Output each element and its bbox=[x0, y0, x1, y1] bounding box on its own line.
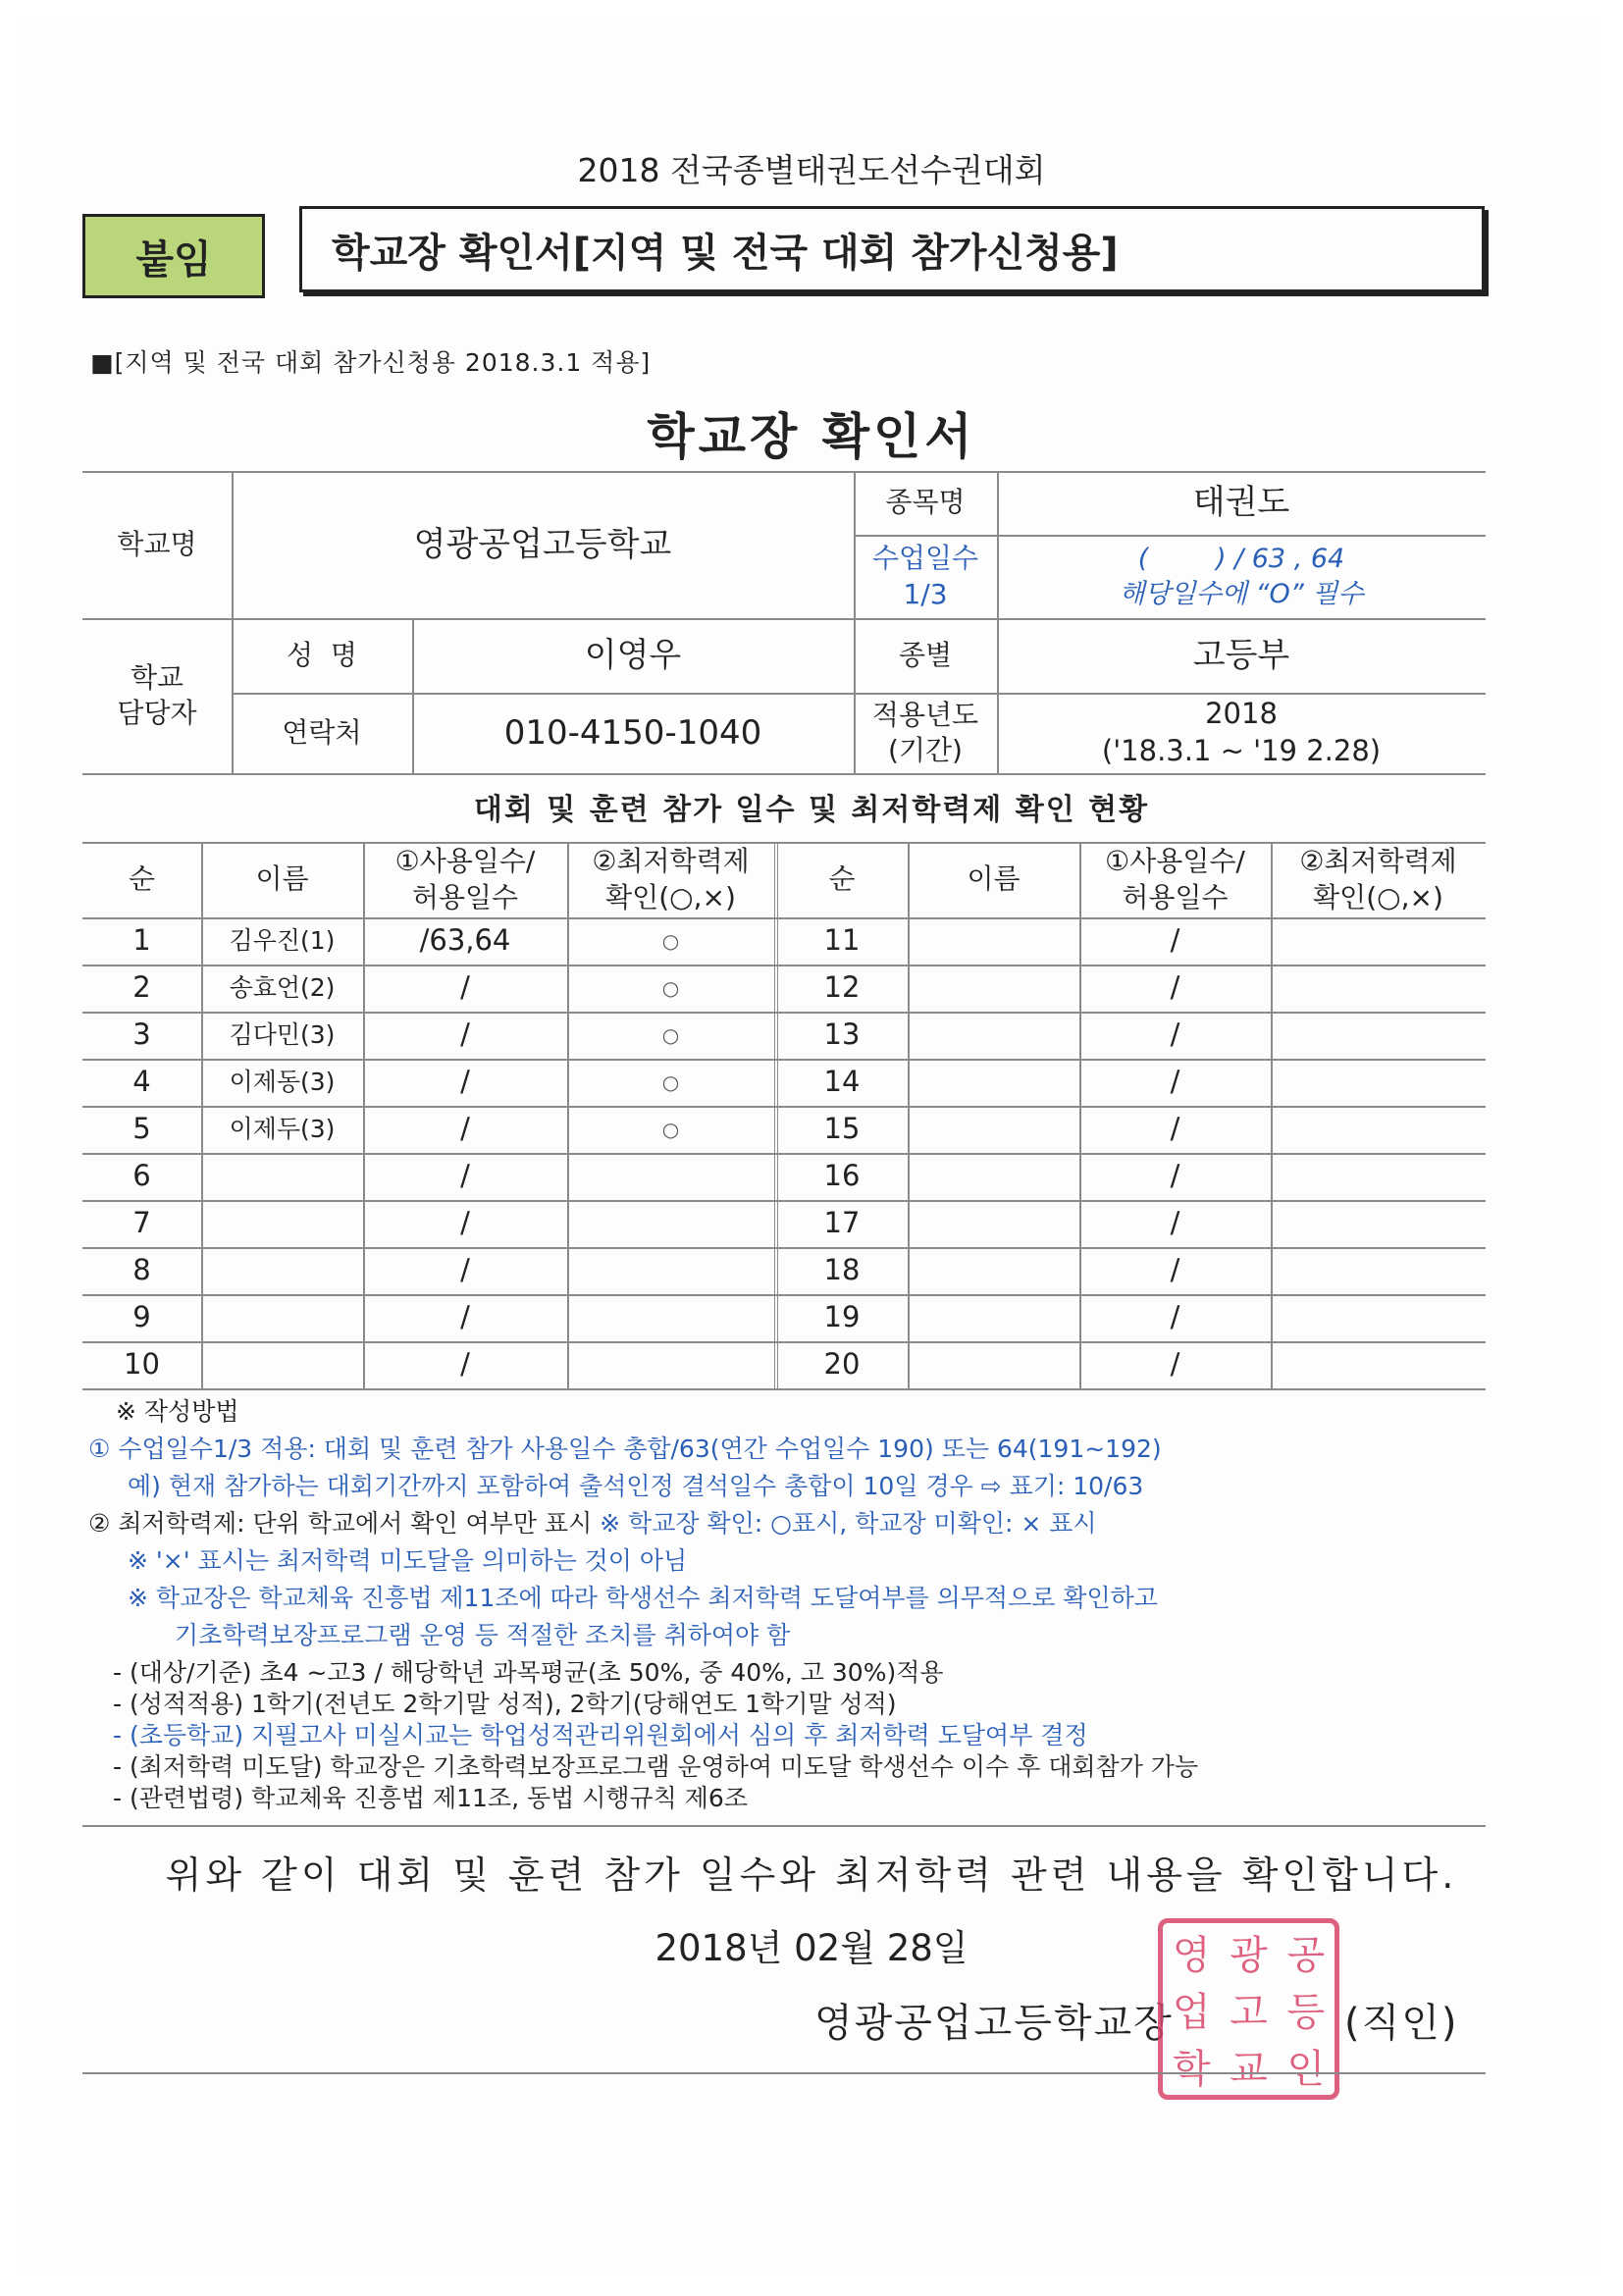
row-days: / bbox=[1170, 970, 1180, 1005]
row-check bbox=[567, 1247, 774, 1294]
row-days: / bbox=[1170, 923, 1180, 958]
sport-label: 종목명 bbox=[885, 486, 966, 519]
official-seal-stamp: 영 광 공 업 고 등 학 교 인 bbox=[1158, 1918, 1339, 2100]
method-bullet2: - (성적적용) 1학기(전년도 2학기말 성적), 2학기(당해연도 1학기말 성적) bbox=[113, 1690, 897, 1718]
seal-label: (직인) bbox=[1344, 2001, 1459, 2046]
row-check bbox=[1271, 917, 1486, 965]
row-name: 이제동(3) bbox=[229, 1067, 336, 1096]
manager-name-label: 성 명 bbox=[287, 638, 357, 671]
attachment-tag: 붙임 bbox=[82, 214, 265, 298]
row-days: / bbox=[460, 1112, 470, 1146]
row-name bbox=[908, 1059, 1079, 1106]
row-check: ○ bbox=[661, 1070, 680, 1094]
row-no: 11 bbox=[823, 923, 861, 958]
manager-label-line2: 담당자 bbox=[117, 697, 197, 729]
row-name bbox=[908, 1106, 1079, 1153]
col-header-check bbox=[567, 842, 774, 917]
row-days: / bbox=[1170, 1206, 1180, 1240]
method-bullet1: - (대상/기준) 초4 ~고3 / 해당학년 과목평균(초 50%, 중 40%, 고 30%)적용 bbox=[113, 1658, 944, 1687]
row-name bbox=[908, 1247, 1079, 1294]
row-days: / bbox=[460, 1347, 470, 1382]
row-days: / bbox=[1170, 1253, 1180, 1287]
method-note1: ※ '×' 표시는 최저학력 미도달을 의미하는 것이 아님 bbox=[128, 1546, 688, 1575]
class-days-label-line2: 1/3 bbox=[903, 577, 948, 610]
page-title: 학교장 확인서 bbox=[647, 408, 976, 465]
document-header-title: 학교장 확인서[지역 및 전국 대회 참가신청용] bbox=[299, 206, 1485, 292]
row-no: 6 bbox=[132, 1159, 151, 1193]
contact-value: 010-4150-1040 bbox=[503, 712, 762, 753]
row-check bbox=[1271, 1200, 1486, 1247]
class-days-label bbox=[854, 535, 997, 618]
row-name bbox=[908, 1294, 1079, 1341]
row-no: 1 bbox=[132, 923, 151, 958]
row-days: / bbox=[1170, 1112, 1180, 1146]
school-name-value: 영광공업고등학교 bbox=[413, 524, 672, 564]
apply-year-label-line2: (기간) bbox=[888, 734, 963, 766]
row-name: 김다민(3) bbox=[229, 1019, 336, 1049]
row-no: 12 bbox=[823, 970, 861, 1005]
row-days: / bbox=[460, 1206, 470, 1240]
method-note2-line1: ※ 학교장은 학교체육 진흥법 제11조에 따라 학생선수 최저학력 도달여부를 의무적으로 확인하고 bbox=[128, 1584, 1158, 1612]
col-header-check-line1: ②최저학력제 bbox=[592, 845, 750, 878]
row-name bbox=[201, 1247, 363, 1294]
row-check bbox=[1271, 1341, 1486, 1388]
division-label: 종별 bbox=[898, 638, 953, 671]
class-days-value-line2: 해당일수에 “O” 필수 bbox=[1119, 578, 1364, 609]
method-heading: ※ 작성방법 bbox=[116, 1397, 239, 1426]
row-check bbox=[567, 1153, 774, 1200]
row-check bbox=[1271, 965, 1486, 1012]
row-days: /63,64 bbox=[419, 923, 511, 958]
row-check: ○ bbox=[661, 929, 680, 953]
method-bullet5: - (관련법령) 학교체육 진흥법 제11조, 동법 시행규칙 제6조 bbox=[113, 1784, 748, 1812]
col-header-days-right-line1: ①사용일수/ bbox=[1105, 845, 1245, 878]
row-no: 7 bbox=[132, 1206, 151, 1240]
row-no: 10 bbox=[124, 1347, 160, 1382]
col-header-days bbox=[363, 842, 567, 917]
row-days: / bbox=[1170, 1159, 1180, 1193]
row-name bbox=[908, 917, 1079, 965]
signer-name: 영광공업고등학교장 bbox=[814, 2001, 1174, 2046]
row-no: 3 bbox=[132, 1018, 151, 1052]
class-days-value bbox=[997, 535, 1486, 618]
row-name bbox=[908, 965, 1079, 1012]
row-name: 송효언(2) bbox=[229, 972, 336, 1002]
manager-name-value: 이영우 bbox=[584, 635, 682, 675]
manager-label-line1: 학교 bbox=[130, 660, 184, 694]
manager-label bbox=[82, 618, 232, 773]
row-name bbox=[201, 1153, 363, 1200]
row-check bbox=[567, 1341, 774, 1388]
row-name: 이제두(3) bbox=[229, 1114, 336, 1143]
row-no: 2 bbox=[132, 970, 151, 1005]
sport-value: 태권도 bbox=[1192, 483, 1290, 523]
row-no: 5 bbox=[132, 1112, 151, 1146]
row-days: / bbox=[1170, 1065, 1180, 1099]
row-days: / bbox=[1170, 1300, 1180, 1334]
row-no: 13 bbox=[823, 1018, 861, 1052]
row-check bbox=[567, 1200, 774, 1247]
row-name: 김우진(1) bbox=[229, 925, 336, 955]
row-days: / bbox=[460, 1300, 470, 1334]
row-days: / bbox=[1170, 1347, 1180, 1382]
method-note2-line2: 기초학력보장프로그램 운영 등 적절한 조치를 취하여야 함 bbox=[175, 1621, 791, 1649]
method-bullet3: - (초등학교) 지필고사 미실시교는 학업성적관리위원회에서 심의 후 최저학력 도달여부 결정 bbox=[113, 1721, 1088, 1749]
row-check bbox=[1271, 1294, 1486, 1341]
row-days: / bbox=[460, 1159, 470, 1193]
apply-year-value bbox=[997, 693, 1486, 773]
row-no: 4 bbox=[132, 1065, 151, 1099]
section-title: 대회 및 훈련 참가 일수 및 최저학력제 확인 현황 bbox=[473, 793, 1150, 827]
col-header-check-right bbox=[1271, 842, 1486, 917]
division-value: 고등부 bbox=[1192, 635, 1290, 675]
applicability-note: ■[지역 및 전국 대회 참가신청용 2018.3.1 적용] bbox=[90, 348, 652, 377]
confirmation-statement: 위와 같이 대회 및 훈련 참가 일수와 최저학력 관련 내용을 확인합니다. bbox=[165, 1853, 1458, 1897]
col-header-name-right: 이름 bbox=[967, 862, 1021, 896]
row-name bbox=[908, 1200, 1079, 1247]
row-name bbox=[908, 1153, 1079, 1200]
col-header-no-right: 순 bbox=[828, 862, 856, 896]
row-no: 9 bbox=[132, 1300, 151, 1334]
row-days: / bbox=[460, 1065, 470, 1099]
col-header-check-right-line2: 확인(○,×) bbox=[1313, 880, 1443, 913]
row-check: ○ bbox=[661, 976, 680, 1000]
event-title: 2018 전국종별태권도선수권대회 bbox=[577, 151, 1046, 189]
row-name bbox=[201, 1294, 363, 1341]
row-no: 15 bbox=[823, 1112, 861, 1146]
row-name bbox=[201, 1341, 363, 1388]
row-no: 18 bbox=[823, 1253, 861, 1287]
class-days-label-line1: 수업일수 bbox=[871, 542, 979, 575]
row-no: 8 bbox=[132, 1253, 151, 1287]
row-no: 20 bbox=[823, 1347, 861, 1382]
row-name bbox=[201, 1200, 363, 1247]
method-item2-prefix: ② 최저학력제: 단위 학교에서 확인 여부만 표시 bbox=[88, 1509, 593, 1538]
method-bullet4: - (최저학력 미도달) 학교장은 기초학력보장프로그램 운영하여 미도달 학생선수 이수 후 대회참가 가능 bbox=[113, 1752, 1199, 1781]
apply-year-label bbox=[854, 693, 997, 773]
row-check bbox=[1271, 1247, 1486, 1294]
row-no: 17 bbox=[823, 1206, 861, 1240]
row-name bbox=[908, 1012, 1079, 1059]
school-name-label: 학교명 bbox=[117, 527, 197, 560]
row-days: / bbox=[1170, 1018, 1180, 1052]
row-days: / bbox=[460, 1018, 470, 1052]
method-item1-line2: 예) 현재 참가하는 대회기간까지 포함하여 출석인정 결석일수 총합이 10일 경우 ⇨ 표기: 10/63 bbox=[128, 1472, 1144, 1500]
apply-year-value-line2: ('18.3.1 ~ '19 2.28) bbox=[1101, 734, 1382, 767]
row-check bbox=[1271, 1059, 1486, 1106]
row-check bbox=[1271, 1153, 1486, 1200]
apply-year-label-line1: 적용년도 bbox=[871, 698, 979, 731]
row-name bbox=[908, 1341, 1079, 1388]
col-header-name: 이름 bbox=[255, 862, 309, 896]
col-header-check-line2: 확인(○,×) bbox=[605, 880, 736, 913]
col-header-days-line2: 허용일수 bbox=[411, 880, 519, 913]
class-days-value-line1: ( ) / 63 , 64 bbox=[1137, 544, 1345, 575]
issue-date: 2018년 02월 28일 bbox=[654, 1927, 969, 1969]
row-check bbox=[1271, 1012, 1486, 1059]
row-check: ○ bbox=[661, 1118, 680, 1141]
col-header-check-right-line1: ②최저학력제 bbox=[1299, 845, 1457, 878]
row-check: ○ bbox=[661, 1023, 680, 1047]
method-item2 bbox=[88, 1505, 1097, 1542]
row-check bbox=[1271, 1106, 1486, 1153]
col-header-days-right bbox=[1079, 842, 1271, 917]
contact-label: 연락처 bbox=[282, 715, 362, 749]
col-header-days-line1: ①사용일수/ bbox=[394, 845, 536, 878]
row-no: 14 bbox=[823, 1065, 861, 1099]
row-no: 19 bbox=[823, 1300, 861, 1334]
row-no: 16 bbox=[823, 1159, 861, 1193]
row-days: / bbox=[460, 1253, 470, 1287]
method-item1-line1: ① 수업일수1/3 적용: 대회 및 훈련 참가 사용일수 총합/63(연간 수업일수 190) 또는 64(191~192) bbox=[88, 1435, 1162, 1463]
method-item2-suffix: ※ 학교장 확인: ○표시, 학교장 미확인: × 표시 bbox=[600, 1509, 1097, 1538]
apply-year-value-line1: 2018 bbox=[1205, 697, 1278, 731]
row-check bbox=[567, 1294, 774, 1341]
col-header-days-right-line2: 허용일수 bbox=[1122, 880, 1229, 913]
row-days: / bbox=[460, 970, 470, 1005]
col-header-no: 순 bbox=[128, 862, 156, 896]
